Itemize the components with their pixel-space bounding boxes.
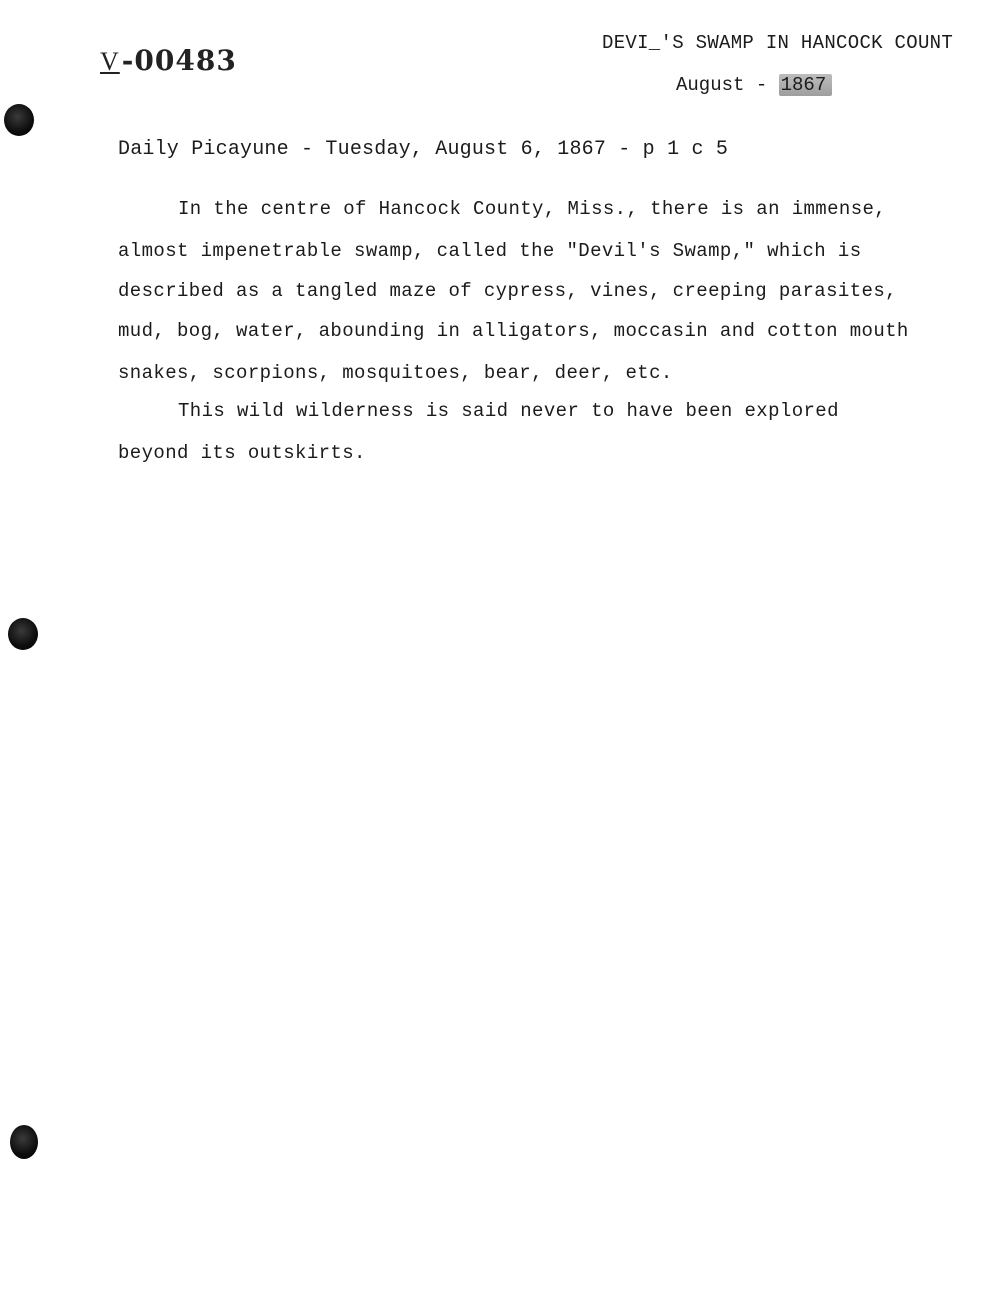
source-citation: Daily Picayune - Tuesday, August 6, 1867 - p 1 c 5: [118, 138, 729, 161]
body-line: described as a tangled maze of cypress, vines, creeping parasites,: [118, 280, 897, 302]
punch-hole: [4, 104, 34, 136]
date-year: 1867: [779, 74, 833, 96]
document-date: [676, 74, 832, 96]
punch-hole: [10, 1125, 38, 1159]
file-number: 00483: [134, 44, 237, 77]
file-mark: V: [100, 47, 120, 76]
body-line: This wild wilderness is said never to have been explored: [178, 400, 839, 422]
body-line: In the centre of Hancock County, Miss., there is an immense,: [178, 198, 887, 220]
body-line: snakes, scorpions, mosquitoes, bear, deer, etc.: [118, 362, 673, 384]
file-number-stamp: V-00483: [100, 44, 237, 77]
body-line: almost impenetrable swamp, called the "Devil's Swamp," which is: [118, 240, 862, 262]
punch-hole: [8, 618, 38, 650]
document-title: DEVI_'S SWAMP IN HANCOCK COUNT: [602, 32, 954, 54]
date-month: August -: [676, 74, 768, 96]
body-line: beyond its outskirts.: [118, 442, 366, 464]
body-line: mud, bog, water, abounding in alligators, moccasin and cotton mouth: [118, 320, 909, 342]
